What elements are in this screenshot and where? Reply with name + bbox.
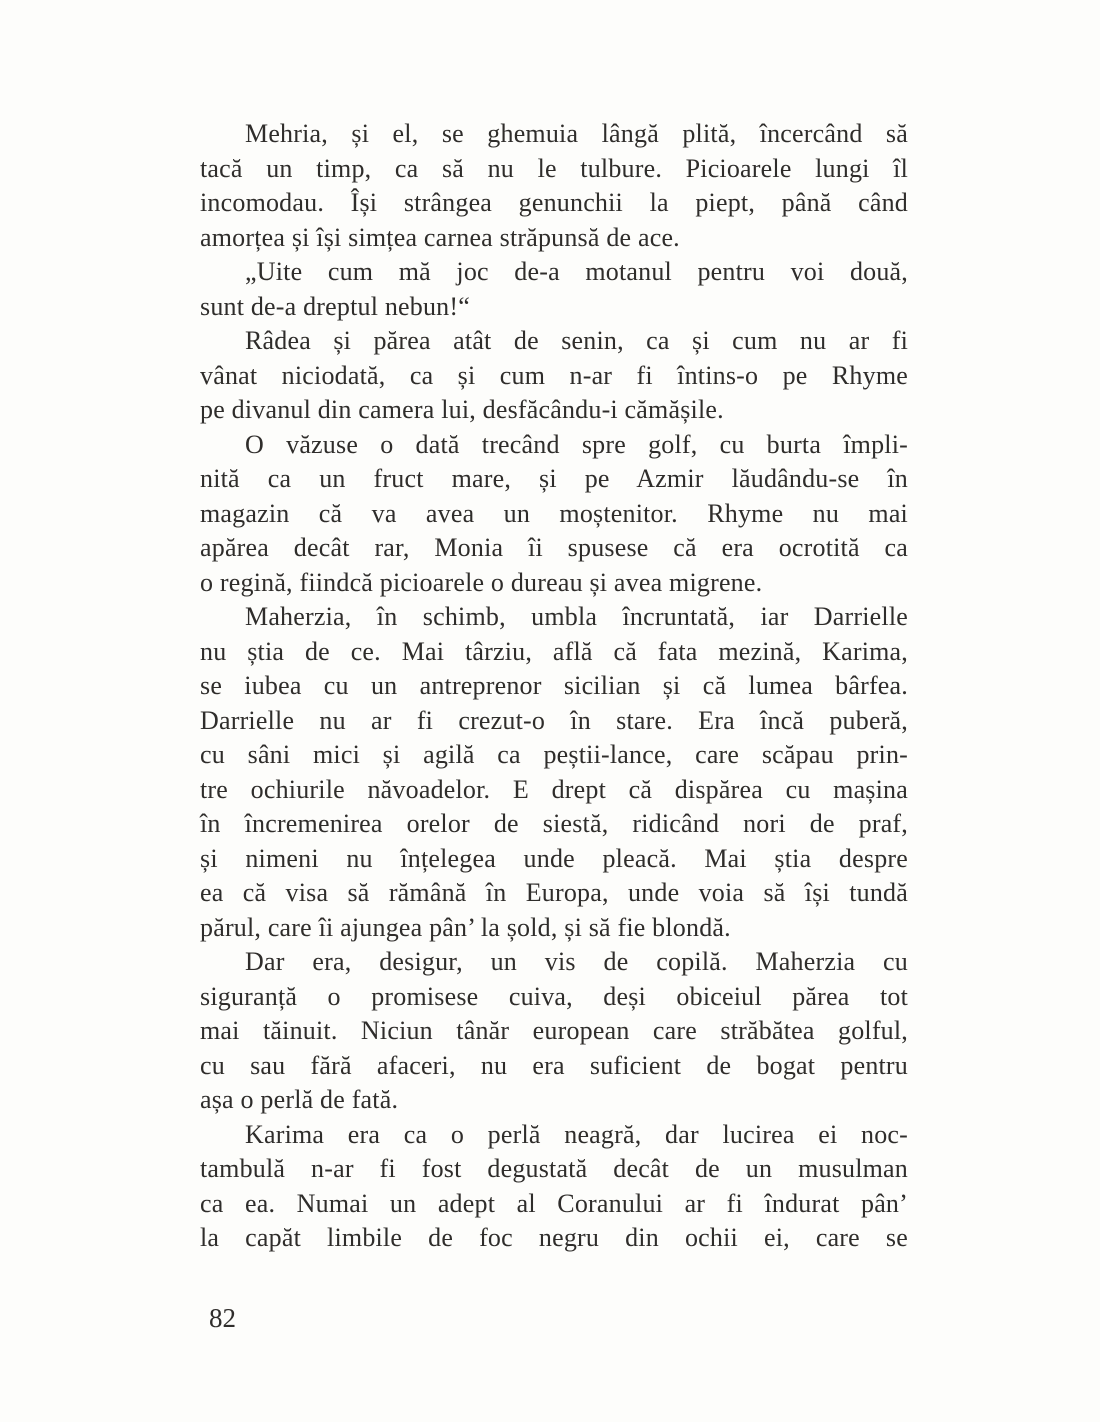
text-line: tacă un timp, ca să nu le tulbure. Picioarele lungi îl — [200, 153, 908, 183]
text-line: Karima era ca o perlă neagră, dar lucirea ei noc- — [245, 1119, 908, 1149]
text-line: așa o perlă de fată. — [200, 1085, 399, 1114]
paragraph — [200, 600, 908, 945]
text-line: în încremenirea orelor de siestă, ridicând nori de praf, — [200, 809, 908, 838]
text-line: se iubea cu un antreprenor sicilian și că lumea bârfea. — [200, 671, 908, 700]
text-line: O văzuse o dată trecând spre golf, cu burta împli- — [245, 429, 908, 459]
text-line: Mehria, și el, se ghemuia lângă plită, încercând să — [245, 119, 908, 148]
text-line: și nimeni nu înțelegea unde pleacă. Mai știa despre — [200, 843, 908, 873]
text-line: sunt de-a dreptul nebun!“ — [200, 291, 470, 321]
text-line: mai tăinuit. Niciun tânăr european care străbătea golful, — [200, 1016, 908, 1045]
text-line: magazin că va avea un moștenitor. Rhyme nu mai — [200, 498, 908, 528]
text-line: ca ea. Numai un adept al Coranului ar fi îndurat pân’ — [200, 1188, 908, 1218]
text-line: nită ca un fruct mare, și pe Azmir lăudându-se în — [200, 464, 908, 493]
paragraph — [200, 255, 908, 324]
text-line: Maherzia, în schimb, umbla încruntată, iar Darrielle — [245, 602, 908, 631]
text-line: tre ochiurile năvoadelor. E drept că dispărea cu mașina — [200, 774, 908, 804]
text-line: apărea decât rar, Monia îi spusese că era ocrotită ca — [200, 533, 908, 562]
text-line: vânat niciodată, ca și cum n-ar fi întins-o pe Rhyme — [200, 360, 908, 390]
page-number: 82 — [209, 1303, 236, 1333]
text-block — [200, 117, 908, 1256]
text-line: părul, care îi ajungea pân’ la șold, și să fie blondă. — [200, 912, 731, 942]
text-line: Darrielle nu ar fi crezut-o în stare. Era încă puberă, — [200, 705, 908, 735]
text-line: amorțea și își simțea carnea străpunsă de ace. — [200, 222, 680, 252]
text-line: ea că visa să rămână în Europa, unde voia să își tundă — [200, 878, 908, 907]
text-line: o regină, fiindcă picioarele o dureau și avea migrene. — [200, 567, 763, 597]
text-line: „Uite cum mă joc de-a motanul pentru voi două, — [245, 257, 908, 286]
paragraph — [200, 428, 908, 601]
text-line: Râdea și părea atât de senin, ca și cum nu ar fi — [245, 326, 908, 355]
paragraph — [200, 1118, 908, 1256]
text-line: siguranță o promisese cuiva, deși obiceiul părea tot — [200, 981, 908, 1011]
text-line: incomodau. Își strângea genunchii la piept, până când — [200, 188, 908, 217]
text-line: tambulă n-ar fi fost degustată decât de un musulman — [200, 1154, 908, 1183]
paragraph — [200, 117, 908, 255]
text-line: pe divanul din camera lui, desfăcându-i cămășile. — [200, 395, 724, 424]
text-line: la capăt limbile de foc negru din ochii ei, care se — [200, 1223, 908, 1252]
text-line: cu sau fără afaceri, nu era suficient de bogat pentru — [200, 1050, 908, 1080]
paragraph — [200, 324, 908, 428]
text-line: nu știa de ce. Mai târziu, află că fata mezină, Karima, — [200, 636, 908, 666]
paragraph — [200, 945, 908, 1118]
text-line: cu sâni mici și agilă ca peștii-lance, care scăpau prin- — [200, 740, 908, 769]
text-line: Dar era, desigur, un vis de copilă. Maherzia cu — [245, 947, 908, 976]
